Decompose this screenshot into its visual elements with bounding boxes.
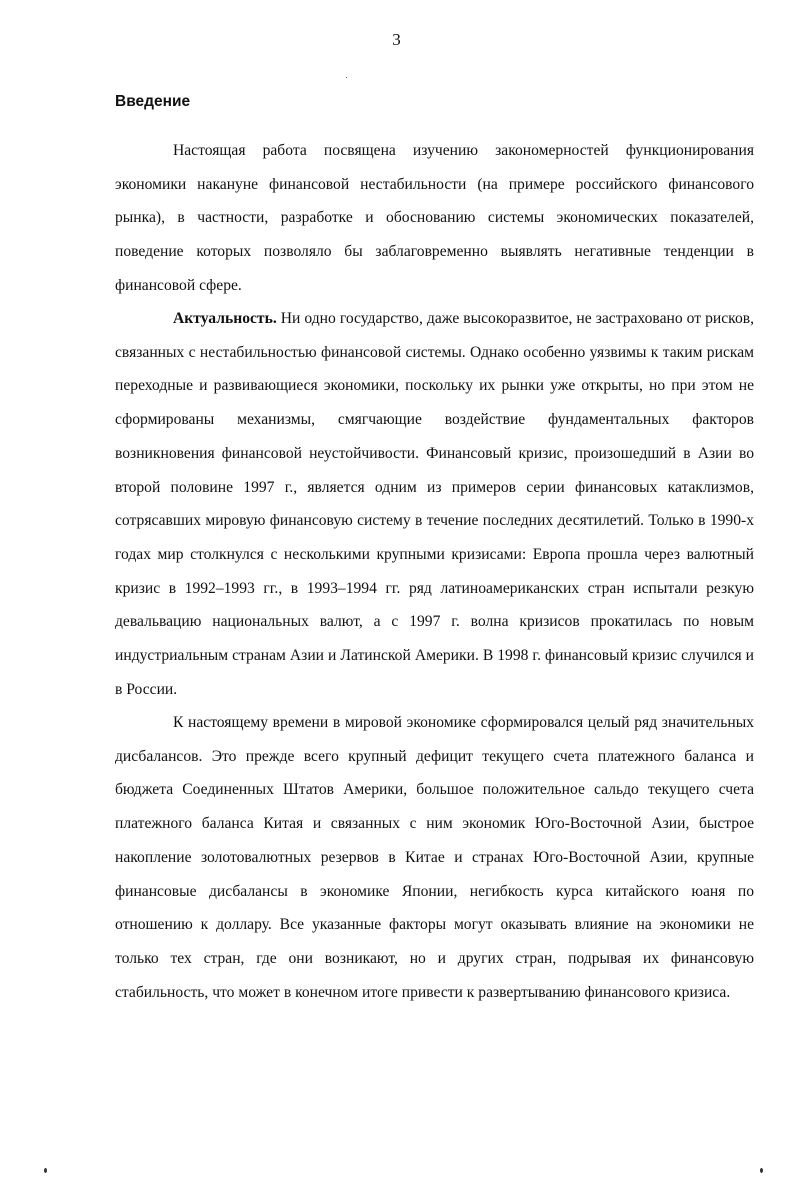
- scan-speck: [346, 77, 347, 78]
- scan-speck: [44, 1168, 47, 1173]
- paragraph-relevance: [115, 302, 754, 706]
- paragraph-text: Ни одно государство, даже высокоразвитое, не застраховано от рисков, связанных с нестабильностью финансовой системы. Однако особенно уязвимы к таким рискам переходные и развивающиеся экономики, поскольку их рынки уже открыты, но при этом не сформированы механизмы, смягчающие воздействие фундаментальных факторов возникновения финансовой неустойчивости. Финансовый кризис, произошедший в Азии во второй половине 1997 г., является одним из примеров серии финансовых катаклизмов, сотрясавших мировую финансовую систему в течение последних десятилетий. Только в 1990-х годах мир столкнулся с несколькими крупными кризисами: Европа прошла через валютный кризис в 1992–1993 гг., в 1993–1994 гг. ряд латиноамериканских стран испытали резкую девальвацию национальных валют, а с 1997 г. волна кризисов прокатилась по новым индустриальным странам Азии и Латинской Америки. В 1998 г. финансовый кризис случился и в России.: [115, 310, 754, 698]
- section-heading: Введение: [115, 93, 191, 110]
- page-number: 3: [392, 30, 401, 49]
- paragraph-intro: [115, 134, 754, 303]
- paragraph-text: К настоящему времени в мировой экономике сформировался целый ряд значительных дисбалансов. Это прежде всего крупный дефицит текущего счета платежного баланса и бюджета Соединенных Штатов Америки, большое положительное сальдо текущего счета платежного баланса Китая и связанных с ним экономик Юго-Восточной Азии, быстрое накопление золотовалютных резервов в Китае и странах Юго-Восточной Азии, крупные финансовые дисбалансы в экономике Японии, негибкость курса китайского юаня по отношению к доллару. Все указанные факторы могут оказывать влияние на экономики не только тех стран, где они возникают, но и других стран, подрывая их финансовую стабильность, что может в конечном итоге привести к развертыванию финансового кризиса.: [115, 714, 754, 1001]
- paragraph-imbalances: [115, 706, 754, 1009]
- paragraph-text: Настоящая работа посвящена изучению закономерностей функционирования экономики накануне финансовой нестабильности (на примере российского финансового рынка), в частности, разработке и обоснованию системы экономических показателей, поведение которых позволяло бы заблаговременно выявлять негативные тенденции в финансовой сфере.: [115, 142, 754, 294]
- scan-speck: [760, 1168, 763, 1173]
- paragraph-lead-term: Актуальность.: [173, 310, 277, 327]
